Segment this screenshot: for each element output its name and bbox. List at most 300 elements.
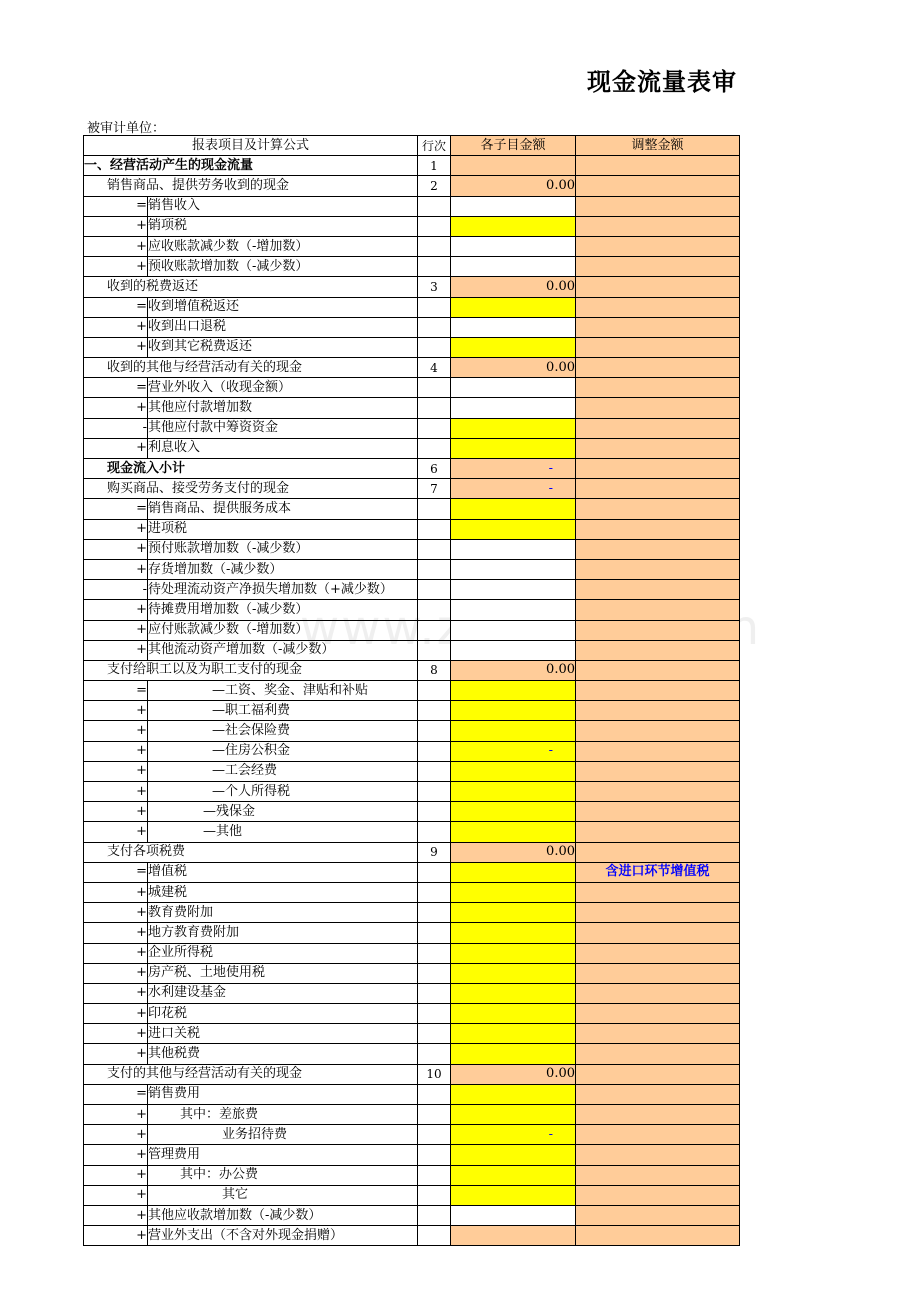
adjust-cell[interactable]: [576, 337, 740, 357]
row-number: [418, 782, 451, 802]
row-label: 其他应收款增加数（-减少数）: [148, 1205, 418, 1225]
adjust-cell[interactable]: [576, 721, 740, 741]
amount-cell[interactable]: [451, 822, 576, 842]
table-row: [84, 1044, 740, 1064]
row-label: —工资、奖金、津贴和补贴: [148, 681, 418, 701]
amount-cell[interactable]: [451, 1205, 576, 1225]
amount-cell[interactable]: [451, 761, 576, 781]
amount-cell[interactable]: 0.00: [451, 1064, 576, 1084]
row-operator: +: [84, 1226, 148, 1246]
table-row: [84, 862, 740, 882]
row-label: —职工福利费: [148, 701, 418, 721]
amount-cell[interactable]: [451, 681, 576, 701]
adjust-cell[interactable]: [576, 378, 740, 398]
row-label: 管理费用: [148, 1145, 418, 1165]
row-number: [418, 1226, 451, 1246]
row-number: [418, 903, 451, 923]
amount-cell[interactable]: [451, 1226, 576, 1246]
row-label: 存货增加数（-减少数）: [148, 559, 418, 579]
row-number: [418, 923, 451, 943]
adjust-cell[interactable]: [576, 358, 740, 378]
row-label: 营业外收入（收现金额）: [148, 378, 418, 398]
row-label: 一、经营活动产生的现金流量: [84, 156, 418, 176]
row-number: 2: [418, 176, 451, 196]
row-operator: -: [84, 418, 148, 438]
row-label: 地方教育费附加: [148, 923, 418, 943]
table-row: [84, 398, 740, 418]
table-row: [84, 196, 740, 216]
row-number: [418, 418, 451, 438]
row-number: [418, 1024, 451, 1044]
row-operator: =: [84, 378, 148, 398]
row-operator: +: [84, 398, 148, 418]
table-row: [84, 660, 740, 680]
row-number: [418, 337, 451, 357]
amount-cell[interactable]: [451, 983, 576, 1003]
adjust-cell[interactable]: [576, 1024, 740, 1044]
row-number: [418, 802, 451, 822]
audited-unit-label: 被审计单位：: [87, 121, 166, 136]
row-number: [418, 499, 451, 519]
row-label: 销售收入: [148, 196, 418, 216]
row-number: [418, 721, 451, 741]
row-label: 销项税: [148, 216, 418, 236]
adjust-cell[interactable]: [576, 943, 740, 963]
adjust-cell[interactable]: [576, 802, 740, 822]
row-number: 9: [418, 842, 451, 862]
row-operator: +: [84, 1125, 148, 1145]
adjust-cell[interactable]: [576, 1105, 740, 1125]
amount-cell[interactable]: 0.00: [451, 277, 576, 297]
table-row: [84, 459, 740, 479]
amount-cell[interactable]: [451, 378, 576, 398]
row-label: 业务招待费: [148, 1125, 418, 1145]
row-label: 增值税: [148, 862, 418, 882]
table-row: [84, 1004, 740, 1024]
adjust-cell[interactable]: [576, 156, 740, 176]
row-label: —个人所得税: [148, 782, 418, 802]
row-label: 其他应付款中筹资资金: [148, 418, 418, 438]
adjust-cell[interactable]: [576, 822, 740, 842]
adjust-cell[interactable]: [576, 317, 740, 337]
table-row: [84, 822, 740, 842]
row-number: 4: [418, 358, 451, 378]
adjust-cell[interactable]: [576, 398, 740, 418]
table-row: [84, 317, 740, 337]
row-label: 销售费用: [148, 1084, 418, 1104]
adjust-cell[interactable]: [576, 479, 740, 499]
row-label: 其它: [148, 1185, 418, 1205]
table-row: [84, 701, 740, 721]
amount-cell[interactable]: 0.00: [451, 660, 576, 680]
amount-cell[interactable]: [451, 580, 576, 600]
adjust-cell[interactable]: [576, 1165, 740, 1185]
row-number: [418, 983, 451, 1003]
row-operator: +: [84, 782, 148, 802]
table-row: [84, 499, 740, 519]
adjust-cell[interactable]: [576, 842, 740, 862]
row-operator: +: [84, 943, 148, 963]
row-number: [418, 297, 451, 317]
table-row: [84, 438, 740, 458]
row-label: —工会经费: [148, 761, 418, 781]
row-number: [418, 1004, 451, 1024]
table-row: [84, 216, 740, 236]
amount-cell[interactable]: [451, 1004, 576, 1024]
table-row: [84, 882, 740, 902]
row-operator: +: [84, 337, 148, 357]
table-row: [84, 600, 740, 620]
adjust-cell[interactable]: [576, 196, 740, 216]
row-number: [418, 317, 451, 337]
row-number: 6: [418, 459, 451, 479]
adjust-cell[interactable]: [576, 701, 740, 721]
row-label: 支付的其他与经营活动有关的现金: [84, 1064, 418, 1084]
row-number: [418, 438, 451, 458]
adjust-cell[interactable]: [576, 438, 740, 458]
adjust-cell[interactable]: [576, 741, 740, 761]
table-row: [84, 277, 740, 297]
row-number: [418, 559, 451, 579]
row-number: [418, 519, 451, 539]
table-row: [84, 903, 740, 923]
amount-cell[interactable]: -: [451, 459, 576, 479]
amount-cell[interactable]: [451, 943, 576, 963]
row-number: [418, 398, 451, 418]
amount-cell[interactable]: [451, 418, 576, 438]
adjust-cell[interactable]: [576, 216, 740, 236]
table-header-row: [84, 136, 740, 156]
row-number: [418, 822, 451, 842]
row-number: [418, 943, 451, 963]
row-number: [418, 741, 451, 761]
row-number: [418, 862, 451, 882]
table-row: [84, 337, 740, 357]
adjust-cell[interactable]: [576, 640, 740, 660]
amount-cell[interactable]: [451, 1145, 576, 1165]
row-operator: +: [84, 822, 148, 842]
amount-cell[interactable]: [451, 1185, 576, 1205]
table-row: [84, 358, 740, 378]
row-number: [418, 1084, 451, 1104]
adjust-cell[interactable]: [576, 539, 740, 559]
table-row: [84, 539, 740, 559]
row-operator: +: [84, 1024, 148, 1044]
table-row: [84, 297, 740, 317]
amount-cell[interactable]: [451, 640, 576, 660]
row-number: [418, 539, 451, 559]
row-operator: +: [84, 438, 148, 458]
row-operator: +: [84, 761, 148, 781]
adjust-cell[interactable]: [576, 459, 740, 479]
row-number: [418, 1145, 451, 1165]
row-operator: +: [84, 741, 148, 761]
adjust-cell[interactable]: [576, 559, 740, 579]
row-number: [418, 882, 451, 902]
amount-cell[interactable]: [451, 1044, 576, 1064]
adjust-cell[interactable]: [576, 1125, 740, 1145]
adjust-cell[interactable]: [576, 761, 740, 781]
row-operator: +: [84, 519, 148, 539]
adjust-cell[interactable]: [576, 620, 740, 640]
row-operator: +: [84, 620, 148, 640]
adjust-cell[interactable]: [576, 660, 740, 680]
amount-cell[interactable]: [451, 216, 576, 236]
table-row: [84, 479, 740, 499]
table-row: [84, 1165, 740, 1185]
row-label: 其中：差旅费: [148, 1105, 418, 1125]
adjust-cell[interactable]: [576, 1044, 740, 1064]
table-row: [84, 681, 740, 701]
amount-cell[interactable]: [451, 438, 576, 458]
row-number: [418, 963, 451, 983]
adjust-cell[interactable]: [576, 580, 740, 600]
amount-cell[interactable]: [451, 519, 576, 539]
table-row: [84, 580, 740, 600]
row-number: [418, 1165, 451, 1185]
row-label: 印花税: [148, 1004, 418, 1024]
adjust-cell[interactable]: [576, 1226, 740, 1246]
row-label: 销售商品、提供服务成本: [148, 499, 418, 519]
table-row: [84, 802, 740, 822]
table-row: [84, 741, 740, 761]
row-operator: =: [84, 196, 148, 216]
adjust-cell[interactable]: [576, 1145, 740, 1165]
row-label: 进项税: [148, 519, 418, 539]
adjust-cell[interactable]: [576, 1084, 740, 1104]
table-row: [84, 963, 740, 983]
amount-cell[interactable]: [451, 499, 576, 519]
amount-cell[interactable]: [451, 782, 576, 802]
adjust-cell[interactable]: [576, 903, 740, 923]
row-label: —社会保险费: [148, 721, 418, 741]
row-label: 其他应付款增加数: [148, 398, 418, 418]
amount-cell[interactable]: 0.00: [451, 842, 576, 862]
table-row: [84, 1024, 740, 1044]
row-operator: +: [84, 983, 148, 1003]
table-row: [84, 236, 740, 256]
row-label: 收到的税费返还: [84, 277, 418, 297]
amount-cell[interactable]: [451, 539, 576, 559]
report-title: 现金流量表审: [587, 67, 737, 96]
amount-cell[interactable]: -: [451, 1125, 576, 1145]
row-operator: +: [84, 1004, 148, 1024]
row-number: [418, 1125, 451, 1145]
row-label: 预付账款增加数（-减少数）: [148, 539, 418, 559]
amount-cell[interactable]: [451, 903, 576, 923]
adjust-cell[interactable]: [576, 499, 740, 519]
adjust-cell[interactable]: [576, 277, 740, 297]
adjust-cell[interactable]: [576, 519, 740, 539]
amount-cell[interactable]: [451, 156, 576, 176]
row-label: —住房公积金: [148, 741, 418, 761]
row-operator: +: [84, 1145, 148, 1165]
row-operator: =: [84, 1084, 148, 1104]
row-number: 1: [418, 156, 451, 176]
adjust-cell[interactable]: [576, 782, 740, 802]
header-amount: 各子目金额: [451, 136, 576, 156]
row-operator: +: [84, 903, 148, 923]
row-number: [418, 681, 451, 701]
row-label: —残保金: [148, 802, 418, 822]
amount-cell[interactable]: [451, 559, 576, 579]
row-operator: +: [84, 257, 148, 277]
adjust-cell[interactable]: [576, 882, 740, 902]
adjust-cell[interactable]: [576, 1064, 740, 1084]
adjust-cell[interactable]: [576, 923, 740, 943]
amount-cell[interactable]: [451, 701, 576, 721]
row-operator: =: [84, 297, 148, 317]
adjust-cell[interactable]: [576, 1004, 740, 1024]
adjust-cell[interactable]: [576, 963, 740, 983]
row-label: 企业所得税: [148, 943, 418, 963]
amount-cell[interactable]: -: [451, 479, 576, 499]
row-operator: +: [84, 802, 148, 822]
amount-cell[interactable]: [451, 600, 576, 620]
amount-cell[interactable]: 0.00: [451, 358, 576, 378]
row-operator: -: [84, 580, 148, 600]
row-number: [418, 761, 451, 781]
amount-cell[interactable]: [451, 398, 576, 418]
row-label: 现金流入小计: [84, 459, 418, 479]
amount-cell[interactable]: [451, 196, 576, 216]
row-number: 8: [418, 660, 451, 680]
amount-cell[interactable]: [451, 257, 576, 277]
adjust-cell[interactable]: [576, 600, 740, 620]
row-label: 利息收入: [148, 438, 418, 458]
row-number: [418, 1185, 451, 1205]
table-row: [84, 1226, 740, 1246]
amount-cell[interactable]: [451, 963, 576, 983]
table-row: [84, 620, 740, 640]
amount-cell[interactable]: [451, 923, 576, 943]
row-label: 收到出口退税: [148, 317, 418, 337]
header-adjust: 调整金额: [576, 136, 740, 156]
table-row: [84, 1105, 740, 1125]
table-row: [84, 983, 740, 1003]
amount-cell[interactable]: [451, 862, 576, 882]
table-row: [84, 519, 740, 539]
row-operator: +: [84, 1205, 148, 1225]
table-row: [84, 1064, 740, 1084]
row-operator: +: [84, 236, 148, 256]
amount-cell[interactable]: [451, 1024, 576, 1044]
row-label: 房产税、土地使用税: [148, 963, 418, 983]
row-number: [418, 1105, 451, 1125]
table-row: [84, 761, 740, 781]
adjust-cell[interactable]: [576, 983, 740, 1003]
row-operator: +: [84, 216, 148, 236]
header-item: 报表项目及计算公式: [84, 136, 418, 156]
adjust-cell[interactable]: [576, 297, 740, 317]
adjust-note[interactable]: 含进口环节增值税: [576, 862, 740, 882]
row-label: 收到的其他与经营活动有关的现金: [84, 358, 418, 378]
table-row: [84, 176, 740, 196]
amount-cell[interactable]: [451, 337, 576, 357]
adjust-cell[interactable]: [576, 681, 740, 701]
amount-cell[interactable]: [451, 721, 576, 741]
row-number: [418, 236, 451, 256]
amount-cell[interactable]: [451, 1165, 576, 1185]
row-operator: +: [84, 1105, 148, 1125]
amount-cell[interactable]: [451, 236, 576, 256]
amount-cell[interactable]: [451, 620, 576, 640]
row-number: 7: [418, 479, 451, 499]
adjust-cell[interactable]: [576, 1205, 740, 1225]
row-label: 教育费附加: [148, 903, 418, 923]
row-operator: +: [84, 1185, 148, 1205]
row-operator: +: [84, 1165, 148, 1185]
amount-cell[interactable]: [451, 1105, 576, 1125]
amount-cell[interactable]: 0.00: [451, 176, 576, 196]
amount-cell[interactable]: [451, 882, 576, 902]
table-row: [84, 257, 740, 277]
row-number: 10: [418, 1064, 451, 1084]
adjust-cell[interactable]: [576, 257, 740, 277]
amount-cell[interactable]: [451, 1084, 576, 1104]
row-number: 3: [418, 277, 451, 297]
row-operator: +: [84, 963, 148, 983]
table-row: [84, 943, 740, 963]
amount-cell[interactable]: [451, 317, 576, 337]
table-row: [84, 1125, 740, 1145]
row-label: 销售商品、提供劳务收到的现金: [84, 176, 418, 196]
table-row: [84, 418, 740, 438]
row-operator: +: [84, 640, 148, 660]
table-row: [84, 559, 740, 579]
row-label: 待摊费用增加数（-减少数）: [148, 600, 418, 620]
row-number: [418, 580, 451, 600]
row-label: 待处理流动资产净损失增加数（+减少数）: [148, 580, 418, 600]
table-row: [84, 640, 740, 660]
row-operator: =: [84, 499, 148, 519]
row-label: 其他税费: [148, 1044, 418, 1064]
row-label: 支付各项税费: [84, 842, 418, 862]
adjust-cell[interactable]: [576, 418, 740, 438]
amount-cell[interactable]: [451, 297, 576, 317]
table-row: [84, 721, 740, 741]
row-number: [418, 600, 451, 620]
row-label: 营业外支出（不含对外现金捐赠）: [148, 1226, 418, 1246]
row-label: 进口关税: [148, 1024, 418, 1044]
adjust-cell[interactable]: [576, 1185, 740, 1205]
amount-cell[interactable]: [451, 802, 576, 822]
header-row-no: 行次: [418, 136, 451, 156]
row-number: [418, 216, 451, 236]
row-label: 应付账款减少数（-增加数）: [148, 620, 418, 640]
row-label: 购买商品、接受劳务支付的现金: [84, 479, 418, 499]
row-label: 收到其它税费返还: [148, 337, 418, 357]
row-operator: +: [84, 701, 148, 721]
row-operator: +: [84, 721, 148, 741]
row-number: [418, 1044, 451, 1064]
adjust-cell[interactable]: [576, 236, 740, 256]
row-operator: +: [84, 559, 148, 579]
row-number: [418, 378, 451, 398]
row-label: 水利建设基金: [148, 983, 418, 1003]
row-number: [418, 1205, 451, 1225]
row-operator: +: [84, 600, 148, 620]
row-number: [418, 701, 451, 721]
table-row: [84, 156, 740, 176]
row-operator: =: [84, 862, 148, 882]
row-label: 预收账款增加数（-减少数）: [148, 257, 418, 277]
table-row: [84, 923, 740, 943]
adjust-cell[interactable]: [576, 176, 740, 196]
table-row: [84, 782, 740, 802]
amount-cell[interactable]: -: [451, 741, 576, 761]
table-row: [84, 1145, 740, 1165]
